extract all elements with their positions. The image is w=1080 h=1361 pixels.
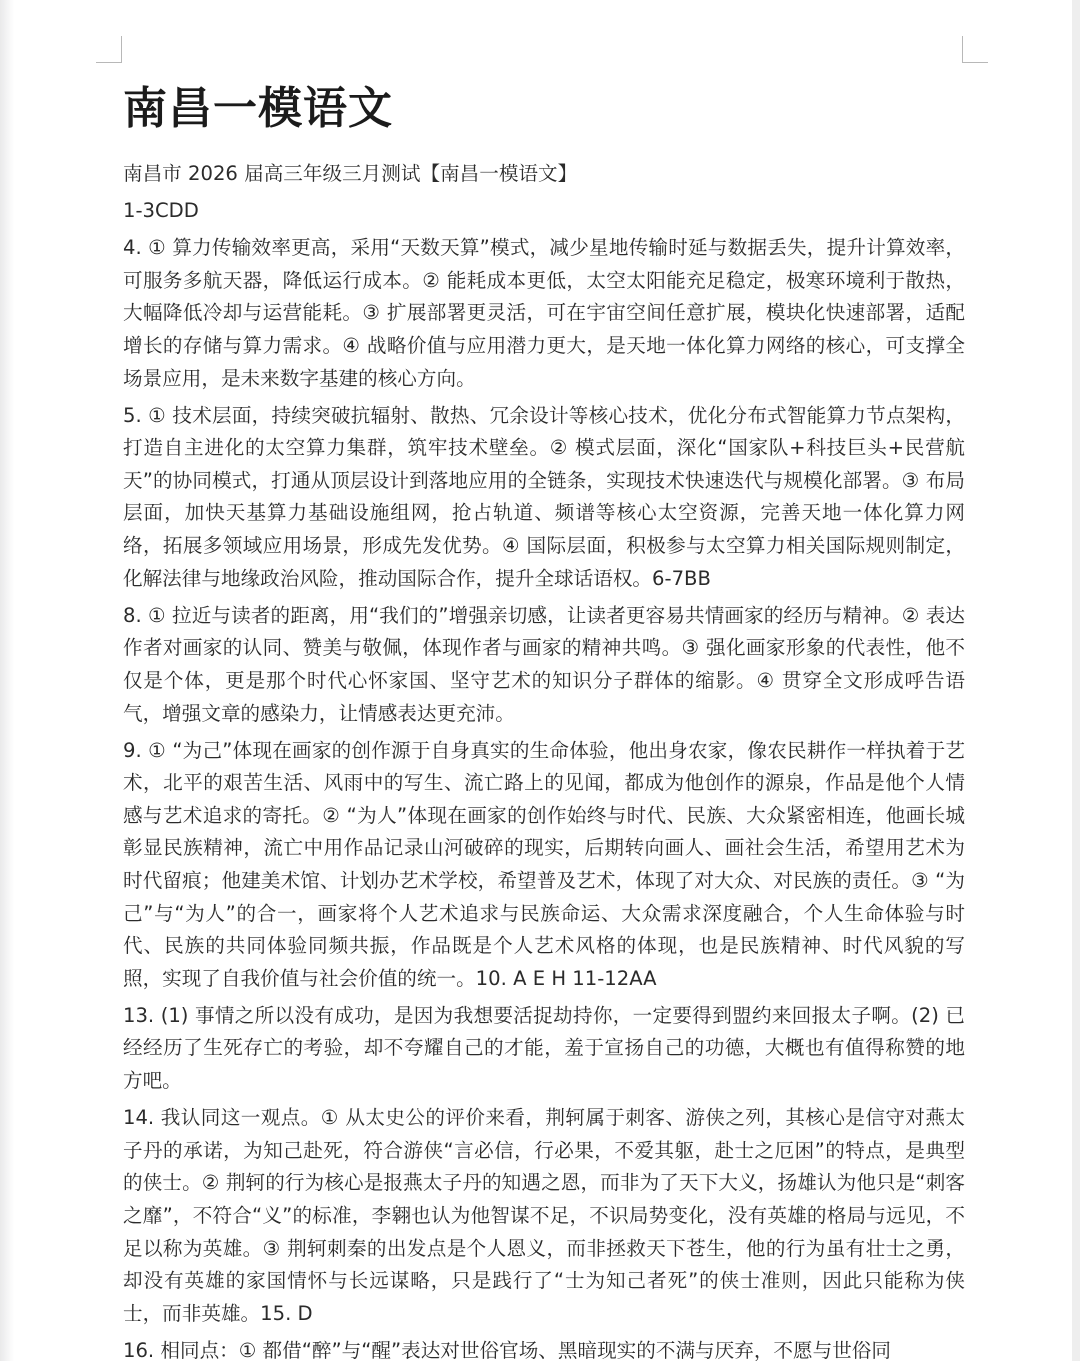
scrollbar-track[interactable] <box>1072 0 1080 1361</box>
paragraph-answer-13: 13. (1) 事情之所以没有成功，是因为我想要活捉劫持你，一定要得到盟约来回报太子啊。(2) 已经经历了生死存亡的考验，却不夸耀自己的才能，羞于宣扬自己的功德，大概也有值得称赞的地方吧。 <box>123 1003 965 1093</box>
crop-mark-top-right-vertical <box>962 36 963 62</box>
paragraph-answer-4: 4. ① 算力传输效率更高，采用“天数天算”模式，减少星地传输时延与数据丢失，提升计算效率，可服务多航天器，降低运行成本。② 能耗成本更低，太空太阳能充足稳定，极寒环境利于散热，大幅降低冷却与运营能耗。③ 扩展部署更灵活，可在宇宙空间任意扩展，模块化快速部署，适配增长的存储与算力需求。④ 战略价值与应用潜力更大，是天地一体化算力网络的核心，可支撑全场景应用，是未来数字基建的核心方向。 <box>123 236 965 390</box>
crop-mark-top-left-vertical <box>121 36 122 62</box>
paragraph-subtitle: 南昌市 2026 届高三年级三月测试【南昌一模语文】 <box>123 162 578 185</box>
page-left-shadow <box>0 0 14 1361</box>
document-title: 南昌一模语文 <box>123 83 393 134</box>
paragraph-answer-16: 16. 相同点：① 都借“醉”与“醒”表达对世俗官场、黑暗现实的不满与厌弃，不愿与世俗同 <box>123 1338 891 1361</box>
paragraph-answer-5: 5. ① 技术层面，持续突破抗辐射、散热、冗余设计等核心技术，优化分布式智能算力节点架构，打造自主进化的太空算力集群，筑牢技术壁垒。② 模式层面，深化“国家队+科技巨头+民营航天”的协同模式，打通从顶层设计到落地应用的全链条，实现技术快速迭代与规模化部署。③ 布局层面，加快天基算力基础设施组网，抢占轨道、频谱等核心太空资源，完善天地一体化算力网络，拓展多领域应用场景，形成先发优势。④ 国际层面，积极参与太空算力相关国际规则制定，化解法律与地缘政治风险，推动国际合作，提升全球话语权。6-7BB <box>123 403 965 590</box>
crop-mark-top-right-horizontal <box>962 62 988 63</box>
paragraph-answer-9: 9. ① “为己”体现在画家的创作源于自身真实的生命体验，他出身农家，像农民耕作一样执着于艺术，北平的艰苦生活、风雨中的写生、流亡路上的见闻，都成为他创作的源泉，作品是他个人情感与艺术追求的寄托。② “为人”体现在画家的创作始终与时代、民族、大众紧密相连，他画长城彰显民族精神，流亡中用作品记录山河破碎的现实，后期转向画人、画社会生活，希望用艺术为时代留痕；他建美术馆、计划办艺术学校，希望普及艺术，体现了对大众、对民族的责任。③ “为己”与“为人”的合一，画家将个人艺术追求与民族命运、大众需求深度融合，个人生命体验与时代、民族的共同体验同频共振，作品既是个人艺术风格的体现，也是民族精神、时代风貌的写照，实现了自我价值与社会价值的统一。10. A E H 11-12AA <box>123 738 965 990</box>
paragraph-answer-8: 8. ① 拉近与读者的距离，用“我们的”增强亲切感，让读者更容易共情画家的经历与精神。② 表达作者对画家的认同、赞美与敬佩，体现作者与画家的精神共鸣。③ 强化画家形象的代表性，他不仅是个体，更是那个时代心怀家国、坚守艺术的知识分子群体的缩影。④ 贯穿全文形成呼告语气，增强文章的感染力，让情感表达更充沛。 <box>123 603 965 725</box>
crop-mark-top-left-horizontal <box>96 62 122 63</box>
paragraph-answer-14: 14. 我认同这一观点。① 从太史公的评价来看，荆轲属于刺客、游侠之列，其核心是信守对燕太子丹的承诺，为知己赴死，符合游侠“言必信，行必果，不爱其躯，赴士之厄困”的特点，是典型的侠士。② 荆轲的行为核心是报燕太子丹的知遇之恩，而非为了天下大义，扬雄认为他只是“刺客之靡”，不符合“义”的标准，李翱也认为他智谋不足，不识局势变化，没有英雄的格局与远见，不足以称为英雄。③ 荆轲刺秦的出发点是个人恩义，而非拯救天下苍生，他的行为虽有壮士之勇，却没有英雄的家国情怀与长远谋略，只是践行了“士为知己者死”的侠士准则，因此只能称为侠士，而非英雄。15. D <box>123 1106 965 1325</box>
paragraph-answers-1-3: 1-3CDD <box>123 199 199 223</box>
document-body[interactable] <box>123 78 965 1361</box>
